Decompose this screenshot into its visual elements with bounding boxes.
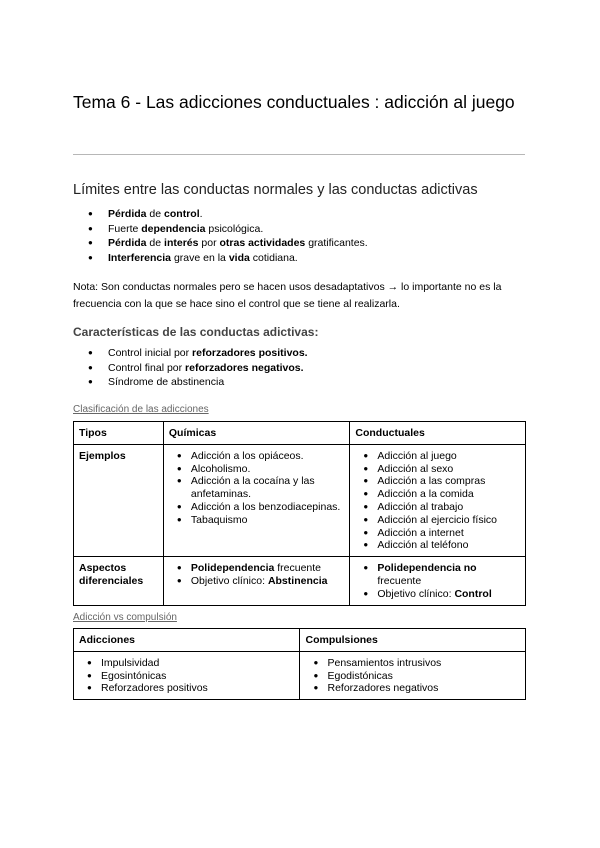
list-item (169, 575, 345, 588)
bold-text: dependencia (141, 222, 206, 235)
list-item (355, 588, 520, 601)
header-cell: Compulsiones (300, 629, 526, 652)
list-item (169, 463, 345, 476)
text-run: Reforzadores positivos (101, 682, 208, 695)
list-item (79, 682, 294, 695)
text-run: de (146, 237, 165, 249)
list-item (169, 514, 345, 527)
list-item (355, 450, 520, 463)
horizontal-divider (73, 154, 525, 155)
text-run: Síndrome de abstinencia (108, 376, 225, 388)
conductuales-aspectos-cell (350, 557, 526, 605)
caracteristicas-list (73, 346, 308, 390)
text-run: Egodistónicas (327, 669, 393, 682)
text-run: Adicción a la comida (377, 488, 474, 501)
bold-text: reforzadores negativos. (185, 361, 304, 374)
header-cell: Químicas (163, 422, 350, 445)
note-paragraph: Nota: Son conductas normales pero se hacen usos desadaptativos → lo importante no es la frecuencia con la que se hace sino el control que se tiene al realizarla. (73, 281, 502, 310)
list-item (169, 475, 345, 501)
bold-text: Interferencia (108, 251, 172, 264)
table-row (74, 444, 526, 556)
adiccion-compulsion-table (73, 628, 526, 700)
table-caption-adiccion-vs-compulsion[interactable]: Adicción vs compulsión (73, 612, 177, 623)
text-run: Control final por (108, 361, 186, 374)
row-label-aspectos: Aspectos diferenciales (74, 557, 164, 605)
text-run: Impulsividad (101, 656, 160, 669)
text-run: grave en la (171, 251, 229, 264)
quimicas-ejemplos-cell (163, 444, 350, 556)
header-cell: Tipos (74, 422, 164, 445)
list-item (355, 527, 520, 540)
list-item (73, 251, 368, 266)
bold-text: Pérdida (108, 237, 147, 249)
quimicas-aspectos-list (169, 562, 345, 588)
text-run: Fuerte (108, 222, 142, 235)
text-run: Adicción a la cocaína y las anfetaminas. (190, 475, 315, 501)
text-run: Adicción al teléfono (377, 539, 469, 552)
text-run: Pensamientos intrusivos (327, 656, 442, 669)
list-item (169, 501, 345, 514)
list-item (355, 501, 520, 514)
table-header-row (74, 629, 526, 652)
list-item (169, 562, 345, 575)
text-run: frecuente (274, 562, 322, 575)
bold-text: interés (164, 237, 199, 249)
table-row (74, 557, 526, 605)
text-run: frecuente (377, 574, 422, 587)
list-item (305, 670, 520, 683)
adicciones-cell (74, 651, 300, 699)
text-run: Reforzadores negativos (327, 682, 439, 695)
header-cell: Adicciones (74, 629, 300, 652)
bold-text: Control (454, 587, 492, 600)
text-run: Adicción al sexo (377, 462, 454, 475)
list-item (73, 207, 368, 222)
clasificacion-table (73, 421, 526, 606)
text-run: Tabaquismo (190, 513, 248, 526)
list-item (79, 657, 294, 670)
text-run: Adicción a las compras (377, 475, 486, 488)
conductuales-aspectos-list (355, 562, 520, 600)
list-item (73, 222, 368, 237)
list-item (355, 463, 520, 476)
text-run: Objetivo clínico: (190, 574, 268, 587)
conductuales-ejemplos-list (355, 450, 520, 552)
text-run: Adicción al ejercicio físico (377, 513, 498, 526)
list-item (355, 475, 520, 488)
text-run: gratificantes. (305, 237, 368, 249)
list-item (79, 670, 294, 683)
compulsiones-cell (300, 651, 526, 699)
document-title: Tema 6 - Las adicciones conductuales : adicción al juego (73, 92, 515, 112)
bold-text: Abstinencia (267, 574, 328, 587)
text-run: Alcoholismo. (190, 462, 251, 475)
bold-text: reforzadores positivos. (192, 347, 308, 359)
quimicas-ejemplos-list (169, 450, 345, 527)
text-run: Adicción al trabajo (377, 500, 464, 513)
list-item (305, 682, 520, 695)
quimicas-aspectos-cell (163, 557, 350, 605)
row-label-ejemplos: Ejemplos (74, 444, 164, 556)
text-run: de (146, 208, 165, 220)
bold-text: Pérdida (108, 208, 147, 220)
section-heading-caracteristicas: Características de las conductas adictivas: (73, 325, 319, 339)
list-item (355, 514, 520, 527)
list-item (169, 450, 345, 463)
text-run: Adicción a los benzodiacepinas. (190, 500, 341, 513)
bold-text: Polidependencia (190, 562, 275, 575)
table-header-row (74, 422, 526, 445)
list-item (355, 562, 520, 588)
text-run: . (199, 208, 203, 220)
compulsiones-list (305, 657, 520, 695)
text-run: por (198, 237, 220, 249)
section-heading-limites: Límites entre las conductas normales y las conductas adictivas (73, 182, 478, 198)
list-item (73, 361, 308, 376)
text-run: Egosintónicas (101, 669, 167, 682)
table-row (74, 651, 526, 699)
text-run: Control inicial por (108, 347, 193, 359)
list-item (73, 346, 308, 361)
bold-text: control (164, 208, 200, 220)
text-run: psicológica. (205, 222, 264, 235)
limites-list (73, 207, 368, 265)
text-run: Objetivo clínico: (377, 587, 455, 600)
table-caption-clasificacion[interactable]: Clasificación de las adicciones (73, 404, 209, 415)
conductuales-ejemplos-cell (350, 444, 526, 556)
list-item (305, 657, 520, 670)
header-cell: Conductuales (350, 422, 526, 445)
text-run: Adicción al juego (377, 449, 457, 462)
text-run: cotidiana. (249, 251, 298, 264)
bold-text: otras actividades (219, 237, 306, 249)
list-item (73, 236, 368, 251)
list-item (73, 375, 308, 390)
bold-text: vida (228, 251, 250, 264)
text-run: Adicción a internet (377, 526, 464, 539)
bold-text: Polidependencia no (377, 562, 477, 575)
text-run: Adicción a los opiáceos. (190, 449, 304, 462)
list-item (355, 488, 520, 501)
list-item (355, 539, 520, 552)
adicciones-list (79, 657, 294, 695)
